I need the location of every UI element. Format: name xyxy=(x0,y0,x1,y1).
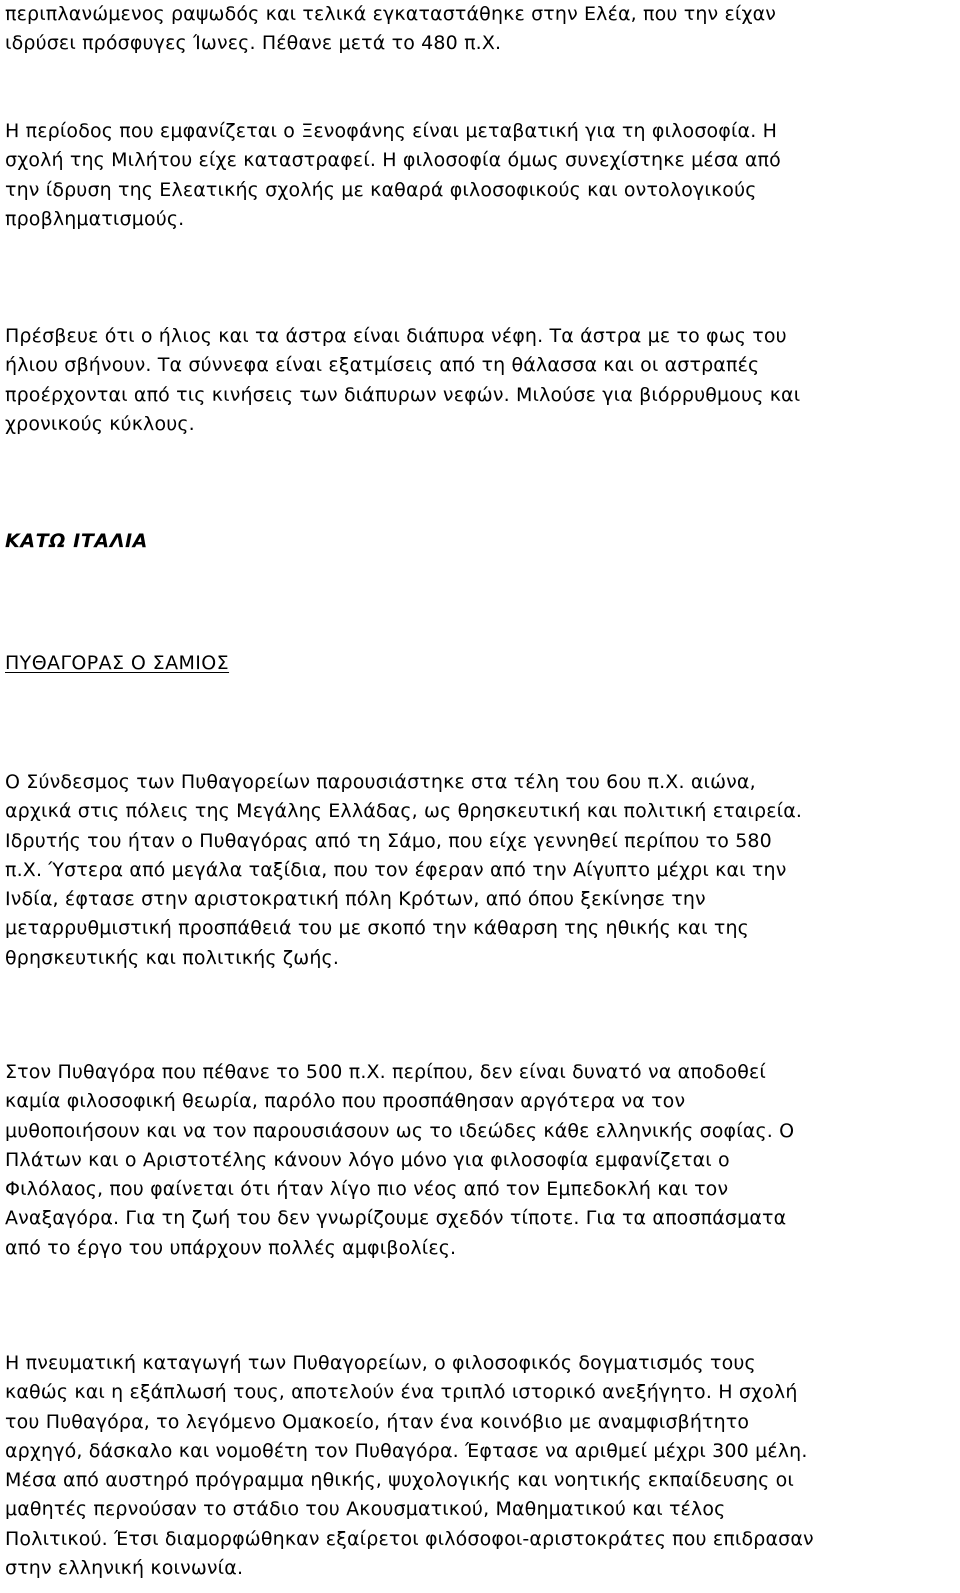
section-heading: ΚΑΤΩ ΙΤΑΛΙΑ xyxy=(5,530,148,552)
text-line: Η περίοδος που εμφανίζεται ο Ξενοφάνης είναι μεταβατική για τη φιλοσοφία. Η xyxy=(5,120,778,142)
text-line: σχολή της Μιλήτου είχε καταστραφεί. Η φιλοσοφία όμως συνεχίστηκε μέσα από xyxy=(5,149,781,172)
text-line: Ο Σύνδεσμος των Πυθαγορείων παρουσιάστηκε στα τέλη του 6ου π.Χ. αιώνα, xyxy=(5,771,756,793)
text-line: προέρχονται από τις κινήσεις των διάπυρων νεφών. Μιλούσε για βιόρρυθμους και xyxy=(5,383,801,406)
text-line: π.Χ. Ύστερα από μεγάλα ταξίδια, που τον έφεραν από την Αίγυπτο μέχρι και την xyxy=(5,858,787,881)
text-line: χρονικούς κύκλους. xyxy=(5,412,195,435)
paragraph-transition-period xyxy=(5,117,950,234)
paragraph-pythagorean-origins xyxy=(5,1349,950,1583)
text-line: την ίδρυση της Ελεατικής σχολής με καθαρά φιλοσοφικούς και οντολογικούς xyxy=(5,178,757,201)
text-line: αρχικά στις πόλεις της Μεγάλης Ελλάδας, ως θρησκευτική και πολιτική εταιρεία. xyxy=(5,800,803,823)
text-line: Πολιτικού. Έτσι διαμορφώθηκαν εξαίρετοι φιλόσοφοι-αριστοκράτες που επιδρασαν xyxy=(5,1527,814,1550)
text-line: αρχηγό, δάσκαλο και νομοθέτη τον Πυθαγόρα. Έφτασε να αριθμεί μέχρι 300 μέλη. xyxy=(5,1439,808,1462)
text-line: καθώς και η εξάπλωσή τους, αποτελούν ένα τριπλό ιστορικό ανεξήγητο. Η σχολή xyxy=(5,1381,798,1404)
text-line: θρησκευτικής και πολιτικής ζωής. xyxy=(5,946,340,969)
paragraph-xenophanes-bio xyxy=(5,0,950,59)
subsection-heading: ΠΥΘΑΓΟΡΑΣ Ο ΣΑΜΙΟΣ xyxy=(5,652,230,674)
text-line: Η πνευματική καταγωγή των Πυθαγορείων, ο φιλοσοφικός δογματισμός τους xyxy=(5,1352,756,1374)
text-line: Αναξαγόρα. Για τη ζωή του δεν γνωρίζουμε σχεδόν τίποτε. Για τα αποσπάσματα xyxy=(5,1207,787,1230)
text-line: Στον Πυθαγόρα που πέθανε το 500 π.Χ. περίπου, δεν είναι δυνατό να αποδοθεί xyxy=(5,1061,766,1083)
text-line: μαθητές περνούσαν το στάδιο του Ακουσματικού, Μαθηματικού και τέλος xyxy=(5,1498,726,1521)
text-line: καμία φιλοσοφική θεωρία, παρόλο που προσπάθησαν αργότερα να τον xyxy=(5,1090,686,1113)
text-line: από το έργο του υπάρχουν πολλές αμφιβολίες. xyxy=(5,1236,457,1259)
text-line: περιπλανώμενος ραψωδός και τελικά εγκαταστάθηκε στην Ελέα, που την είχαν xyxy=(5,3,777,25)
text-line: Ινδία, έφτασε στην αριστοκρατική πόλη Κρότων, από όπου ξεκίνησε την xyxy=(5,888,706,911)
text-line: Φιλόλαος, που φαίνεται ότι ήταν λίγο πιο νέος από τον Εμπεδοκλή και τον xyxy=(5,1178,729,1201)
text-line: μυθοποιήσουν και να τον παρουσιάσουν ως το ιδεώδες κάθε ελληνικής σοφίας. Ο xyxy=(5,1119,795,1142)
paragraph-sun-and-stars xyxy=(5,322,950,439)
text-line: προβληματισμούς. xyxy=(5,207,185,230)
text-line: Μέσα από αυστηρό πρόγραμμα ηθικής, ψυχολογικής και νοητικής εκπαίδευσης οι xyxy=(5,1469,794,1492)
text-line: στην ελληνική κοινωνία. xyxy=(5,1557,244,1580)
text-line: μεταρρυθμιστική προσπάθειά του με σκοπό την κάθαρση της ηθικής και της xyxy=(5,917,749,940)
text-line: του Πυθαγόρα, το λεγόμενο Ομακοείο, ήταν ένα κοινόβιο με αναμφισβήτητο xyxy=(5,1410,750,1433)
text-line: ιδρύσει πρόσφυγες Ίωνες. Πέθανε μετά το 480 π.Χ. xyxy=(5,32,502,55)
text-line: Πλάτων και ο Αριστοτέλης κάνουν λόγο μόνο για φιλοσοφία εμφανίζεται ο xyxy=(5,1148,730,1171)
text-line: Ιδρυτής του ήταν ο Πυθαγόρας από τη Σάμο, που είχε γεννηθεί περίπου το 580 xyxy=(5,829,772,852)
paragraph-pythagorean-union xyxy=(5,768,950,973)
text-line: Πρέσβευε ότι ο ήλιος και τα άστρα είναι διάπυρα νέφη. Τα άστρα με το φως του xyxy=(5,325,787,347)
paragraph-pythagoras-death xyxy=(5,1058,950,1263)
text-line: ήλιου σβήνουν. Τα σύννεφα είναι εξατμίσεις από τη θάλασσα και οι αστραπές xyxy=(5,354,760,377)
